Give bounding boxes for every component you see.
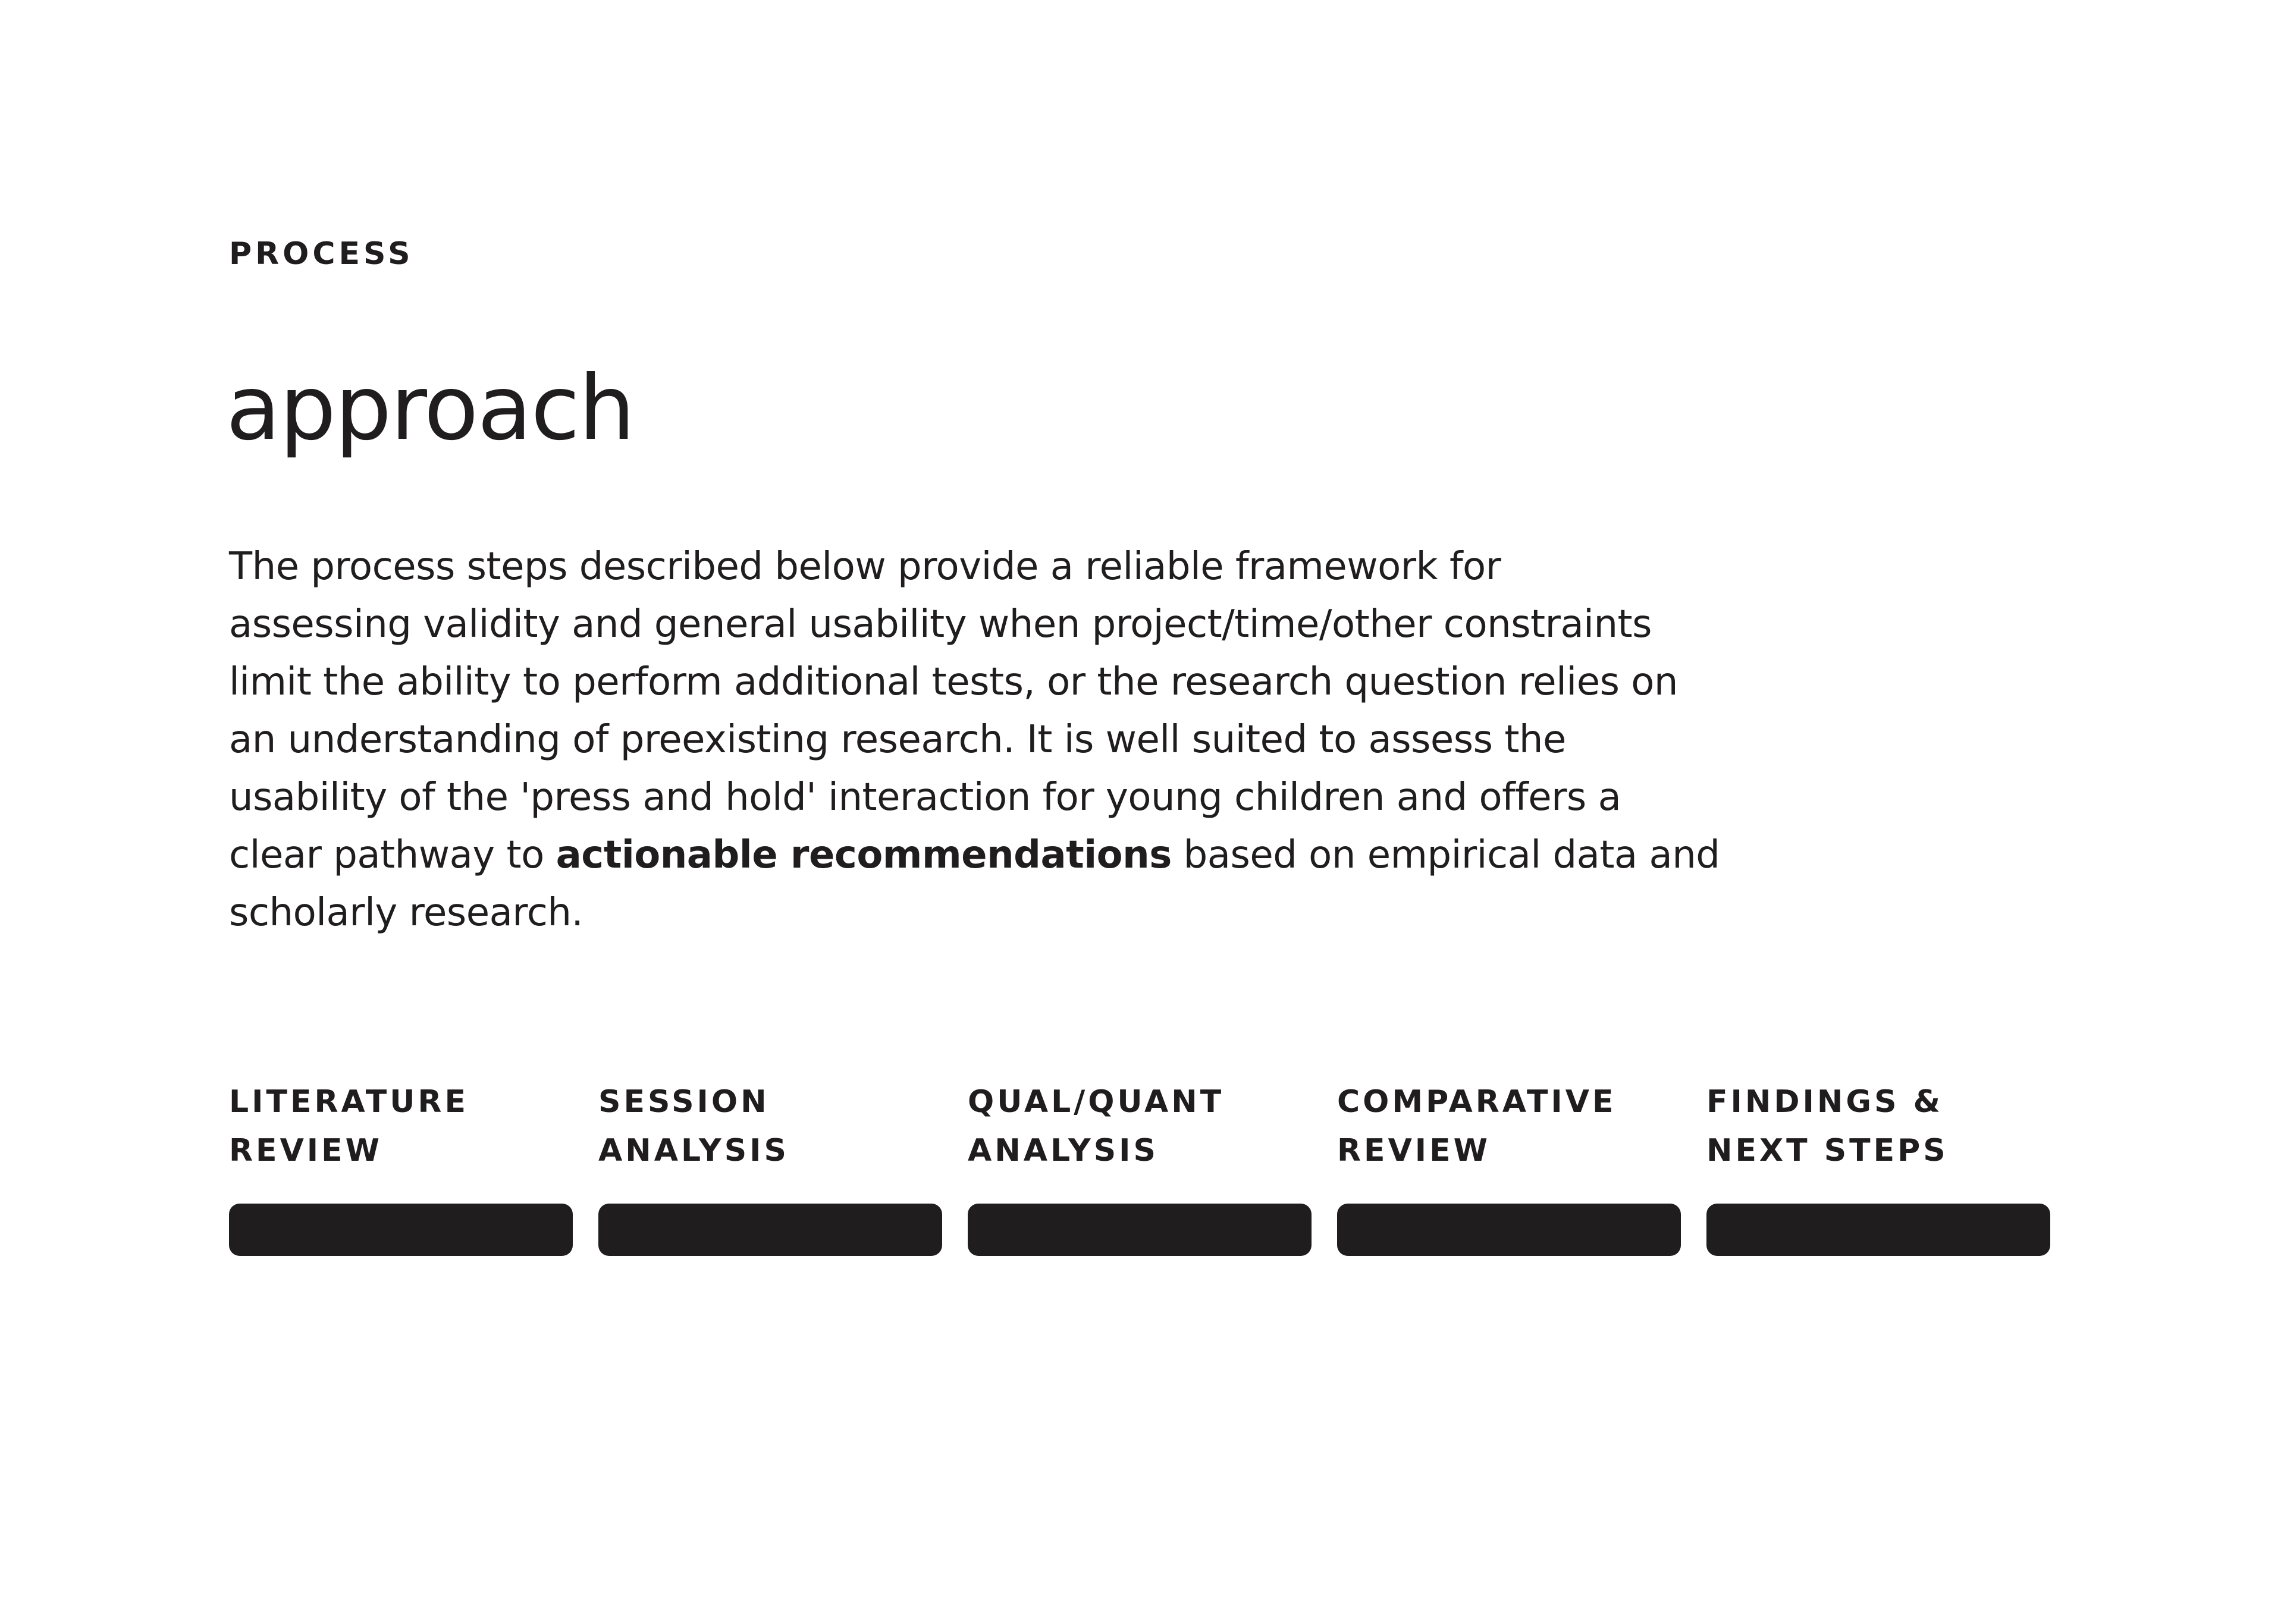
- emphasis-text: actionable recommendations: [556, 833, 1172, 877]
- description-line: an understanding of preexisting research. It is well suited to assess the: [229, 718, 1566, 762]
- step-label: [598, 1078, 942, 1175]
- process-steps: [229, 1078, 2049, 1256]
- description-line: assessing validity and general usability when project/time/other constraints: [229, 602, 1652, 646]
- step-bar: [1337, 1204, 1681, 1256]
- step-label: [1706, 1078, 2050, 1175]
- process-step-comparative-review: [1337, 1078, 1681, 1256]
- description-text: clear pathway to: [229, 833, 556, 877]
- process-step-findings-next-steps: [1706, 1078, 2050, 1256]
- step-label-line: REVIEW: [229, 1133, 383, 1168]
- step-label-line: ANALYSIS: [598, 1133, 789, 1168]
- step-bar: [598, 1204, 942, 1256]
- step-label-line: QUAL/QUANT: [968, 1084, 1225, 1120]
- approach-description: [229, 538, 1720, 942]
- step-label-line: ANALYSIS: [968, 1133, 1159, 1168]
- step-label-line: FINDINGS &: [1706, 1084, 1944, 1120]
- process-step-session-analysis: [598, 1078, 942, 1256]
- description-text: based on empirical data and: [1171, 833, 1720, 877]
- description-line: scholarly research.: [229, 891, 583, 935]
- step-label-line: COMPARATIVE: [1337, 1084, 1617, 1120]
- description-line: limit the ability to perform additional tests, or the research question relies on: [229, 660, 1678, 704]
- process-step-qual-quant-analysis: [968, 1078, 1312, 1256]
- step-label: [968, 1078, 1312, 1175]
- step-label-line: LITERATURE: [229, 1084, 469, 1120]
- process-step-literature-review: [229, 1078, 573, 1256]
- description-line: usability of the 'press and hold' interaction for young children and offers a: [229, 775, 1621, 819]
- step-label-line: REVIEW: [1337, 1133, 1491, 1168]
- process-eyebrow: PROCESS: [229, 236, 414, 272]
- step-bar: [968, 1204, 1312, 1256]
- step-label: [229, 1078, 573, 1175]
- page-title: approach: [226, 357, 634, 460]
- step-label-line: SESSION: [598, 1084, 770, 1120]
- step-bar: [229, 1204, 573, 1256]
- step-bar: [1706, 1204, 2050, 1256]
- step-label-line: NEXT STEPS: [1706, 1133, 1949, 1168]
- description-line: [229, 827, 1720, 884]
- description-line: The process steps described below provide a reliable framework for: [229, 545, 1501, 589]
- step-label: [1337, 1078, 1681, 1175]
